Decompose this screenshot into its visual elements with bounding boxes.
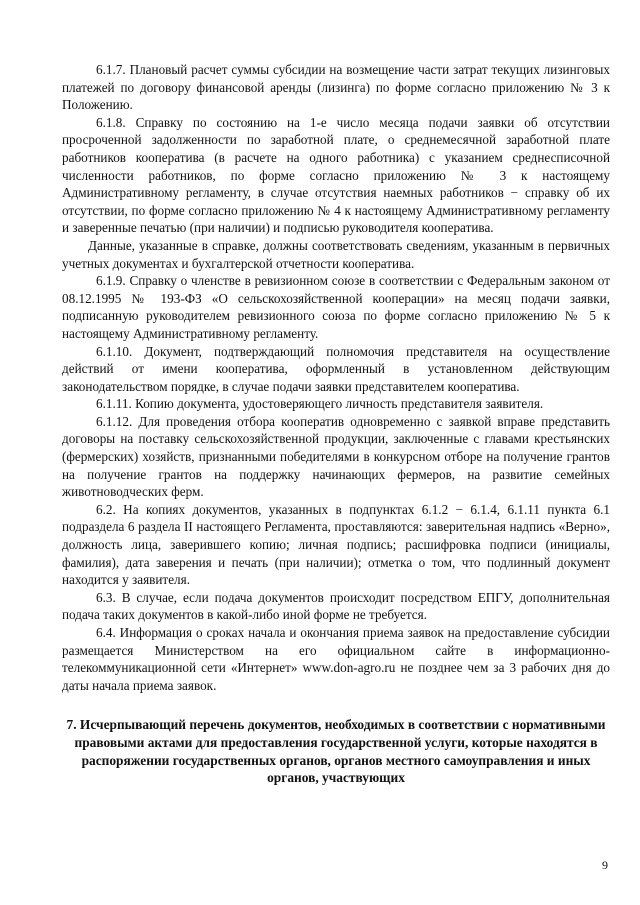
document-body: [62, 61, 610, 787]
section-heading: 7. Исчерпывающий перечень документов, необходимых в соответствии с нормативными правовыми актами для предоставления государственной услуги, которые находятся в распоряжении государственных органов, органов местного самоуправления и иных органов, участвующих: [66, 717, 606, 786]
page-number: 9: [602, 858, 608, 872]
paragraph-data-note: Данные, указанные в справке, должны соответствовать сведениям, указанным в первичных учетных документах и бухгалтерской отчетности кооператива.: [62, 237, 610, 271]
paragraph-6-1-12: 6.1.12. Для проведения отбора кооператив одновременно с заявкой вправе представить договоры на поставку сельскохозяйственной продукции, заключенные с главами крестьянских (фермерских) хозяйств, признанными победителями в конкурсном отборе на получение грантов на получение грантов на поддержку начинающих фермеров, на развитие семейных животноводческих ферм.: [62, 413, 610, 500]
paragraph-6-2: 6.2. На копиях документов, указанных в подпунктах 6.1.2 − 6.1.4, 6.1.11 пункта 6.1 подраздела 6 раздела II настоящего Регламента, проставляются: заверительная надпись «Верно», должность лица, заверившего копию; личная подпись; расшифровка подписи (инициалы, фамилия), дата заверения и печать (при наличии); отметка о том, что подлинный документ находится у заявителя.: [62, 501, 610, 588]
paragraph-6-4: 6.4. Информация о сроках начала и окончания приема заявок на предоставление субсидии размещается Министерством на его официальном сайте в информационно-телекоммуникационной сети «Интернет» www.don-agro.ru не позднее чем за 3 рабочих дня до даты начала приема заявок.: [62, 625, 610, 693]
paragraph-6-1-9: 6.1.9. Справку о членстве в ревизионном союзе в соответствии с Федеральным законом от 08.12.1995 № 193-ФЗ «О сельскохозяйственной кооперации» на месяц подачи заявки, подписанную руководителем ревизионного союза по форме согласно приложению № 5 к настоящему Административному регламенту.: [62, 273, 610, 341]
paragraph-6-1-7: 6.1.7. Плановый расчет суммы субсидии на возмещение части затрат текущих лизинговых платежей по договору финансовой аренды (лизинга) по форме согласно приложению № 3 к Положению.: [62, 62, 610, 113]
paragraph-6-1-11: 6.1.11. Копию документа, удостоверяющего личность представителя заявителя.: [96, 396, 544, 412]
paragraph-6-3: 6.3. В случае, если подача документов происходит посредством ЕПГУ, дополнительная подача таких документов в какой-либо иной форме не требуется.: [62, 589, 610, 623]
paragraph-6-1-8: 6.1.8. Справку по состоянию на 1-е число месяца подачи заявки об отсутствии просроченной задолженности по заработной плате, о среднемесячной заработной плате работников кооператива (в расчете на одного работника) с указанием среднесписочной численности работников, по форме согласно приложению № 3 к настоящему Административному регламенту, в случае отсутствия наемных работников − справку об их отсутствии, по форме согласно приложению № 4 к настоящему Административному регламенту и заверенные печатью (при наличии) и подписью руководителя кооператива.: [62, 114, 610, 236]
paragraph-6-1-10: 6.1.10. Документ, подтверждающий полномочия представителя на осуществление действий от имени кооператива, оформленный в установленном действующим законодательством порядке, в случае подачи заявки представителем кооператива.: [62, 343, 610, 394]
